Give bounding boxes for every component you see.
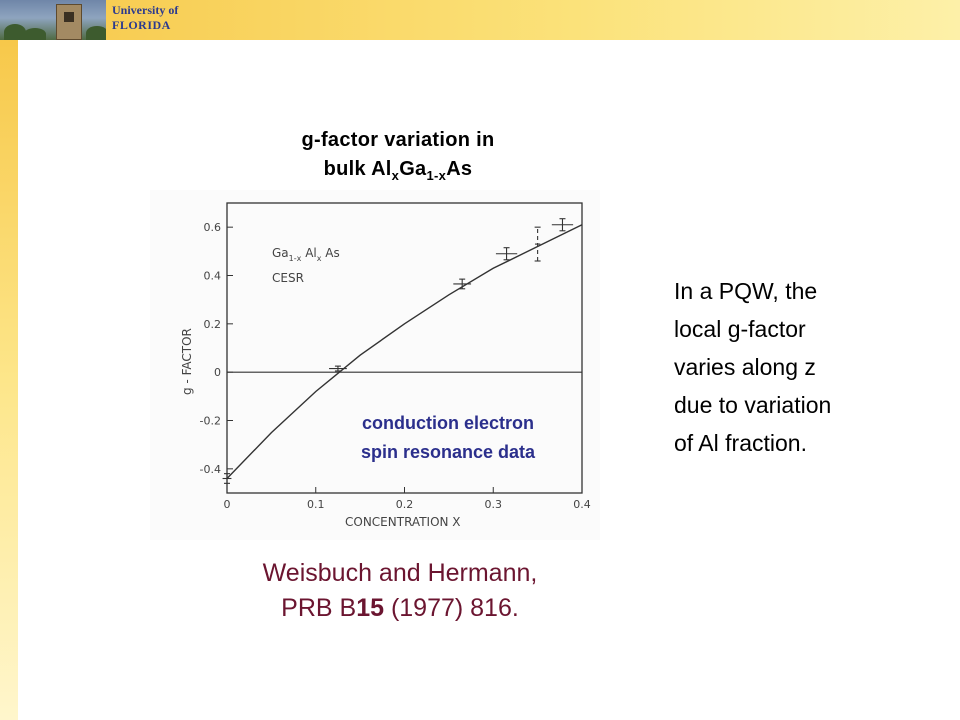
x-tick-label: 0.3 — [484, 498, 502, 511]
citation-journal: PRB B — [281, 594, 357, 622]
annotation-line1: conduction electron — [361, 413, 534, 433]
chart-scan-background — [150, 190, 600, 540]
explanation-line1: In a PQW, the — [674, 278, 818, 304]
title-as: As — [446, 158, 473, 180]
title-sub-x: x — [391, 168, 400, 183]
y-axis-label: g - FACTOR — [180, 328, 194, 395]
y-tick-label: -0.2 — [199, 414, 221, 428]
citation-year-page: (1977) 816. — [384, 594, 519, 622]
citation — [210, 556, 590, 626]
y-tick-label: 0.2 — [203, 317, 221, 331]
explanation-line3: varies along z — [674, 354, 816, 380]
y-tick-label: 0.4 — [203, 269, 221, 283]
university-name-line1: University of — [112, 3, 179, 17]
legend-method: CESR — [272, 271, 304, 285]
explanation-line2: local g-factor — [674, 316, 806, 342]
g-factor-chart — [150, 190, 600, 540]
university-name — [112, 3, 178, 33]
y-tick-label: 0.6 — [203, 221, 221, 235]
tree-shape — [4, 24, 26, 40]
citation-line2 — [210, 591, 590, 626]
university-logo-photo — [0, 0, 106, 40]
title-sub-1x: 1-x — [426, 168, 447, 183]
century-tower-shape — [56, 4, 82, 40]
chart-title-line1: g-factor variation in — [301, 129, 495, 151]
x-tick-label: 0.4 — [573, 498, 591, 511]
chart-title — [238, 126, 558, 184]
explanation-text — [674, 272, 894, 462]
left-accent-bar — [0, 40, 18, 720]
explanation-line4: due to variation — [674, 392, 832, 418]
x-axis-label: CONCENTRATION X — [345, 515, 461, 529]
y-tick-label: 0 — [214, 366, 221, 380]
tower-window-shape — [64, 12, 74, 22]
x-tick-label: 0 — [223, 498, 231, 511]
title-al: bulk Al — [323, 158, 392, 180]
chart-title-line2 — [238, 155, 558, 184]
citation-volume: 15 — [356, 594, 384, 622]
tree-shape — [24, 28, 46, 40]
x-tick-label: 0.1 — [307, 498, 325, 511]
tree-shape — [86, 26, 106, 40]
y-tick-label: -0.4 — [199, 462, 221, 476]
legend-material: $Ga_{1-x}$ $Al_x$ As — [272, 246, 340, 263]
data-source-annotation — [332, 409, 564, 467]
university-name-line2: FLORIDA — [112, 18, 171, 32]
title-ga: Ga — [399, 158, 427, 180]
x-tick-label: 0.2 — [395, 498, 414, 511]
explanation-line5: of Al fraction. — [674, 430, 807, 456]
annotation-line2: spin resonance data — [360, 442, 536, 462]
citation-line1: Weisbuch and Hermann, — [262, 559, 538, 587]
